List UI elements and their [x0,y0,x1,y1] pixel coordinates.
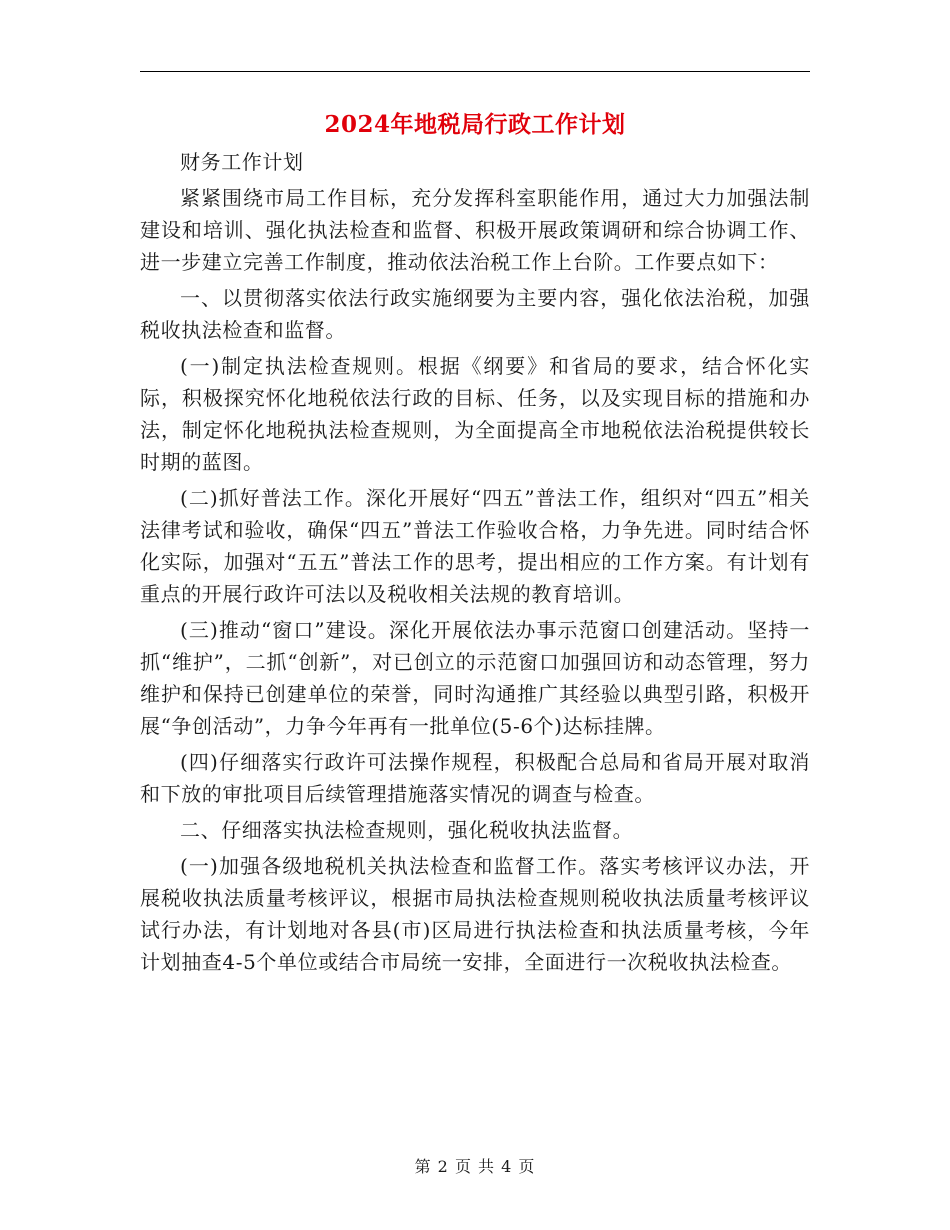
paragraph-point-2: 二、仔细落实执法检查规则，强化税收执法监督。 [180,818,634,842]
paragraph-point-1-4: (四)仔细落实行政许可法操作规程，积极配合总局和省局开展对取消和下放的审批项目后续管理措施落实情况的调查与检查。 [140,750,810,806]
document-body [140,146,810,982]
paragraph-point-2-1: (一)加强各级地税机关执法检查和监督工作。落实考核评议办法，开展税收执法质量考核评议，根据市局执法检查规则税收执法质量考核评议试行办法，有计划地对各县(市)区局进行执法检查和执法质量考核，今年计划抽查4-5个单位或结合市局统一安排，全面进行一次税收执法检查。 [140,854,810,974]
page-number: 第 2 页 共 4 页 [414,1157,536,1176]
paragraph-point-1: 一、以贯彻落实依法行政实施纲要为主要内容，强化依法治税，加强税收执法检查和监督。 [140,286,810,342]
paragraph-intro: 紧紧围绕市局工作目标，充分发挥科室职能作用，通过大力加强法制建设和培训、强化执法检查和监督、积极开展政策调研和综合协调工作、进一步建立完善工作制度，推动依法治税工作上台阶。工作要点如下： [140,186,810,274]
paragraph-section-heading: 财务工作计划 [180,150,304,174]
header-rule [140,71,810,72]
paragraph-point-1-2: (二)抓好普法工作。深化开展好“四五”普法工作，组织对“四五”相关法律考试和验收，确保“四五”普法工作验收合格，力争先进。同时结合怀化实际，加强对“五五”普法工作的思考，提出相应的工作方案。有计划有重点的开展行政许可法以及税收相关法规的教育培训。 [140,486,810,606]
document-title: 2024年地税局行政工作计划 [324,111,626,138]
paragraph-point-1-1: (一)制定执法检查规则。根据《纲要》和省局的要求，结合怀化实际，积极探究怀化地税依法行政的目标、任务，以及实现目标的措施和办法，制定怀化地税执法检查规则，为全面提高全市地税依法治税提供较长时期的蓝图。 [140,354,810,474]
paragraph-point-1-3: (三)推动“窗口”建设。深化开展依法办事示范窗口创建活动。坚持一抓“维护”，二抓“创新”，对已创立的示范窗口加强回访和动态管理，努力维护和保持已创建单位的荣誉，同时沟通推广其经验以典型引路，积极开展“争创活动”，力争今年再有一批单位(5-6个)达标挂牌。 [140,618,810,738]
